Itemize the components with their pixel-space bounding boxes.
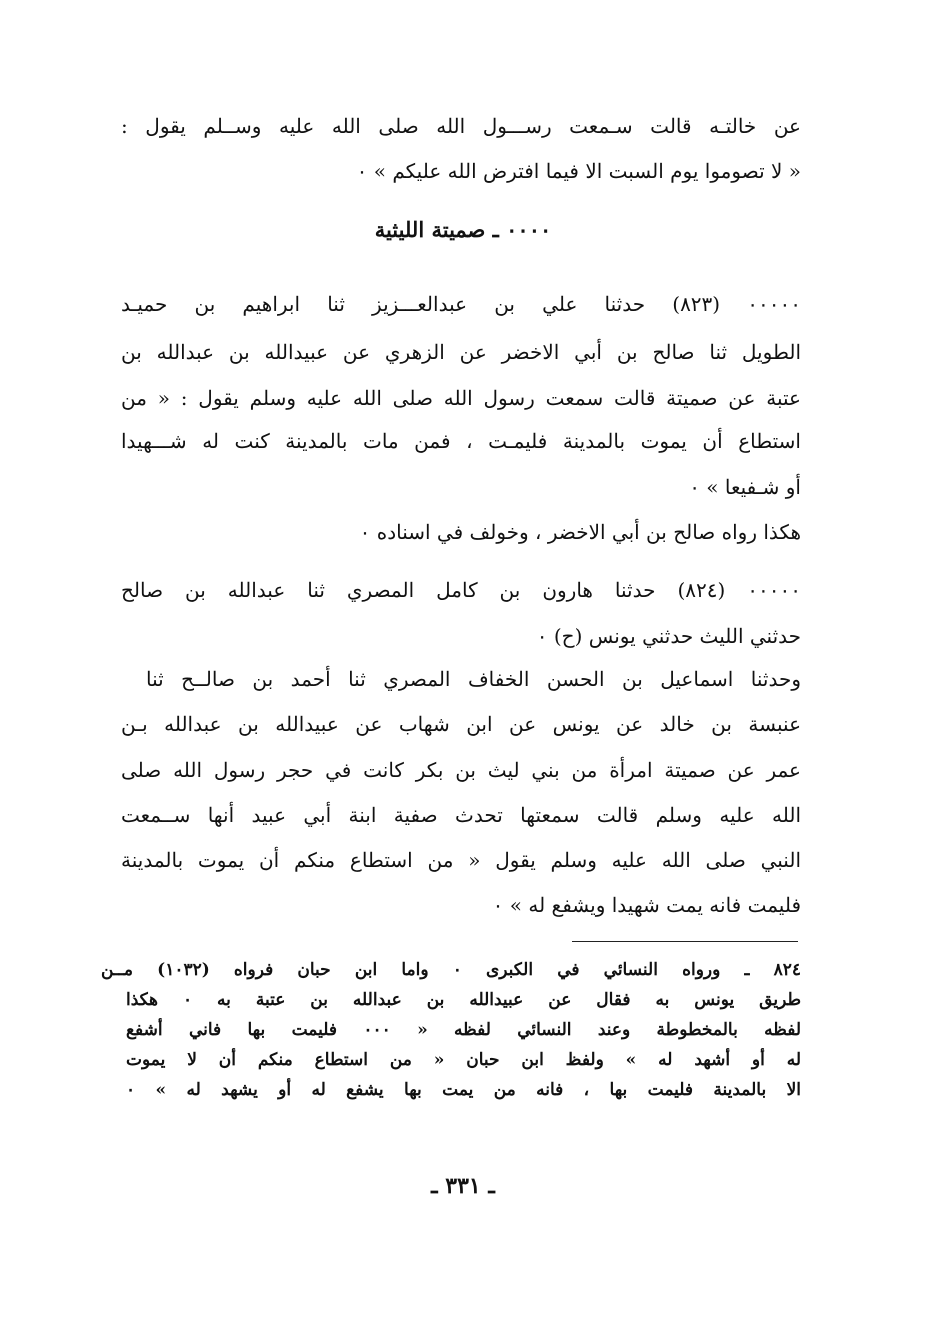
footnote-line-1: ٨٢٤ ـ ورواه النسائي في الكبرى ٠ واما ابن حبان فرواه (١٠٣٢) مــن — [101, 960, 801, 980]
text-line-14: الله عليه وسلم قالت سمعتها تحدث صفية ابنة أبي عبيد أنها ســمعت — [121, 803, 801, 827]
text-line-16: فليمت فانه يمت شهيدا ويشفع له » ٠ — [492, 893, 801, 917]
section-heading: ٠٠٠٠ ـ صميتة الليثية — [374, 217, 552, 242]
footnote-divider — [572, 941, 798, 942]
text-line-6: استطاع أن يموت بالمدينة فليمـت ، فمن مات بالمدينة كنت له شـــهيدا — [121, 429, 801, 453]
text-line-7: أو شـفيعا » ٠ — [689, 475, 801, 499]
text-line-12: عنبسة بن خالد عن يونس عن ابن شهاب عن عبيدالله بن عبدالله بـن — [121, 712, 801, 736]
text-line-15: النبي صلى الله عليه وسلم يقول « من استطاع منكم أن يموت بالمدينة — [121, 848, 801, 872]
text-line-3: ٠٠٠٠٠ (٨٢٣) حدثنا علي بن عبدالعـــزيز ثنا ابراهيم بن حميـد — [121, 292, 801, 316]
text-line-4: الطويل ثنا صالح بن أبي الاخضر عن الزهري عن عبيدالله بن عبدالله بن — [121, 340, 801, 364]
text-line-9: ٠٠٠٠٠ (٨٢٤) حدثنا هارون بن كامل المصري ثنا عبدالله بن صالح — [121, 578, 801, 602]
text-line-13: عمر عن صميتة امرأة من بني ليث بن بكر كانت في حجر رسول الله صلى — [121, 758, 801, 782]
footnote-line-3: لفظه بالمخطوطة وعند النسائي لفظه « ٠٠٠ فليمت بها فاني أشفع — [126, 1020, 801, 1040]
footnote-line-2: طريق يونس به فقال عن عبيدالله بن عبدالله بن عتبة به ٠ هكذا — [126, 990, 801, 1010]
text-line-1: عن خالتـه قالت سـمعت رســـول الله صلى الله عليه وســلم يقول : — [121, 114, 801, 138]
page-number: ـ ٣٣١ ـ — [431, 1173, 495, 1199]
text-line-2: « لا تصوموا يوم السبت الا فيما افترض الله عليكم » ٠ — [356, 159, 801, 183]
text-line-10: حدثني الليث حدثني يونس (ح) ٠ — [536, 624, 801, 648]
text-line-8: هكذا رواه صالح بن أبي الاخضر ، وخولف في اسناده ٠ — [359, 520, 801, 544]
footnote-line-4: له أو أشهد له » ولفظ ابن حبان « من استطاع منكم أن لا يموت — [126, 1050, 801, 1070]
text-line-11: وحدثنا اسماعيل بن الحسن الخفاف المصري ثنا أحمد بن صالــح ثنا — [146, 667, 801, 691]
text-line-5: عتبة عن صميتة قالت سمعت رسول الله صلى الله عليه وسلم يقول : « من — [121, 386, 801, 410]
footnote-line-5: الا بالمدينة فليمت بها ، فانه من يمت بها يشفع له أو يشهد له » ٠ — [126, 1080, 801, 1100]
